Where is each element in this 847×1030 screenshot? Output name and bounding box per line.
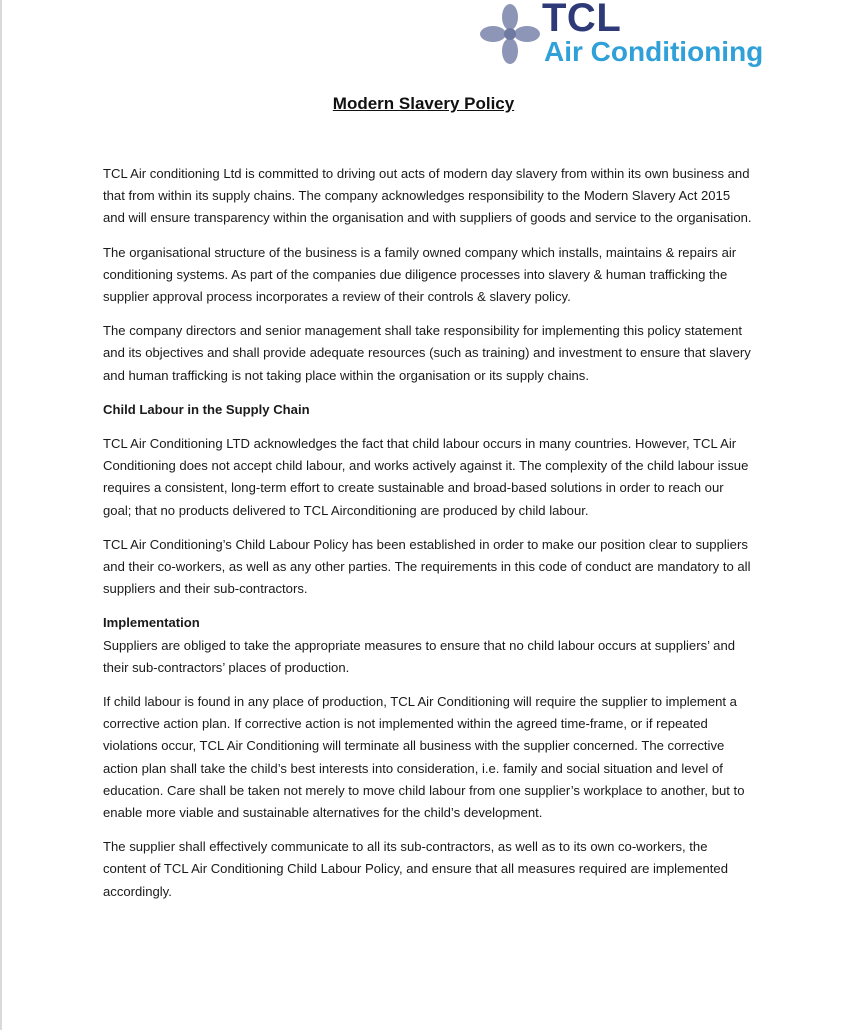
company-logo bbox=[478, 0, 778, 74]
implementation-paragraph: If child labour is found in any place of production, TCL Air Conditioning will require the supplier to implement a corrective action plan. If corrective action is not implemented within the agreed time-frame, or if repeated violations occur, TCL Air Conditioning will terminate all business with the supplier concerned. The corrective action plan shall take the child’s best interests into consideration, i.e. family and social situation and level of education. Care shall be taken not merely to move child labour from one supplier’s workplace to another, but to enable more viable and sustainable alternatives for the child’s development. bbox=[103, 694, 745, 821]
document-body bbox=[103, 163, 753, 915]
intro-paragraph: TCL Air conditioning Ltd is committed to driving out acts of modern day slavery from within its own business and that from within its supply chains. The company acknowledges responsibility to the Modern Slavery Act 2015 and will ensure transparency within the organisation and with suppliers of goods and service to the organisation. bbox=[103, 166, 752, 226]
logo-text-air-conditioning: Air Conditioning bbox=[544, 36, 764, 67]
fan-logo-icon bbox=[478, 2, 542, 66]
section-heading-child-labour: Child Labour in the Supply Chain bbox=[103, 401, 310, 417]
logo-text-tcl: TCL bbox=[542, 0, 622, 40]
implementation-paragraph: Suppliers are obliged to take the appropriate measures to ensure that no child labour occurs at suppliers’ and their sub-contractors’ places of production. bbox=[103, 637, 736, 675]
document-title: Modern Slavery Policy bbox=[332, 94, 515, 113]
section-heading-implementation: Implementation bbox=[103, 615, 200, 631]
implementation-paragraph: The supplier shall effectively communicate to all its sub-contractors, as well as to its own co-workers, the content of TCL Air Conditioning Child Labour Policy, and ensure that all measures required are implemented accordingly. bbox=[103, 839, 728, 899]
child-labour-paragraph: TCL Air Conditioning’s Child Labour Policy has been established in order to make our position clear to suppliers and their co-workers, as well as any other parties. The requirements in this code of conduct are mandatory to all suppliers and their sub-contractors. bbox=[103, 536, 751, 597]
page-edge bbox=[0, 0, 2, 1030]
child-labour-paragraph: TCL Air Conditioning LTD acknowledges the fact that child labour occurs in many countries. However, TCL Air Conditioning does not accept child labour, and works actively against it. The complexity of the child labour issue requires a consistent, long-term effort to create sustainable and broad-based solutions in order to reach our goal; that no products delivered to TCL Airconditioning are produced by child labour. bbox=[103, 436, 749, 518]
intro-paragraph: The company directors and senior management shall take responsibility for implementing this policy statement and its objectives and shall provide adequate resources (such as training) and investment to ensure that slavery and human trafficking is not taking place within the organisation or its supply chains. bbox=[103, 323, 751, 383]
intro-paragraph: The organisational structure of the business is a family owned company which installs, maintains & repairs air conditioning systems. As part of the companies due diligence processes into slavery & human trafficking the supplier approval process incorporates a review of their controls & slavery policy. bbox=[103, 244, 737, 305]
